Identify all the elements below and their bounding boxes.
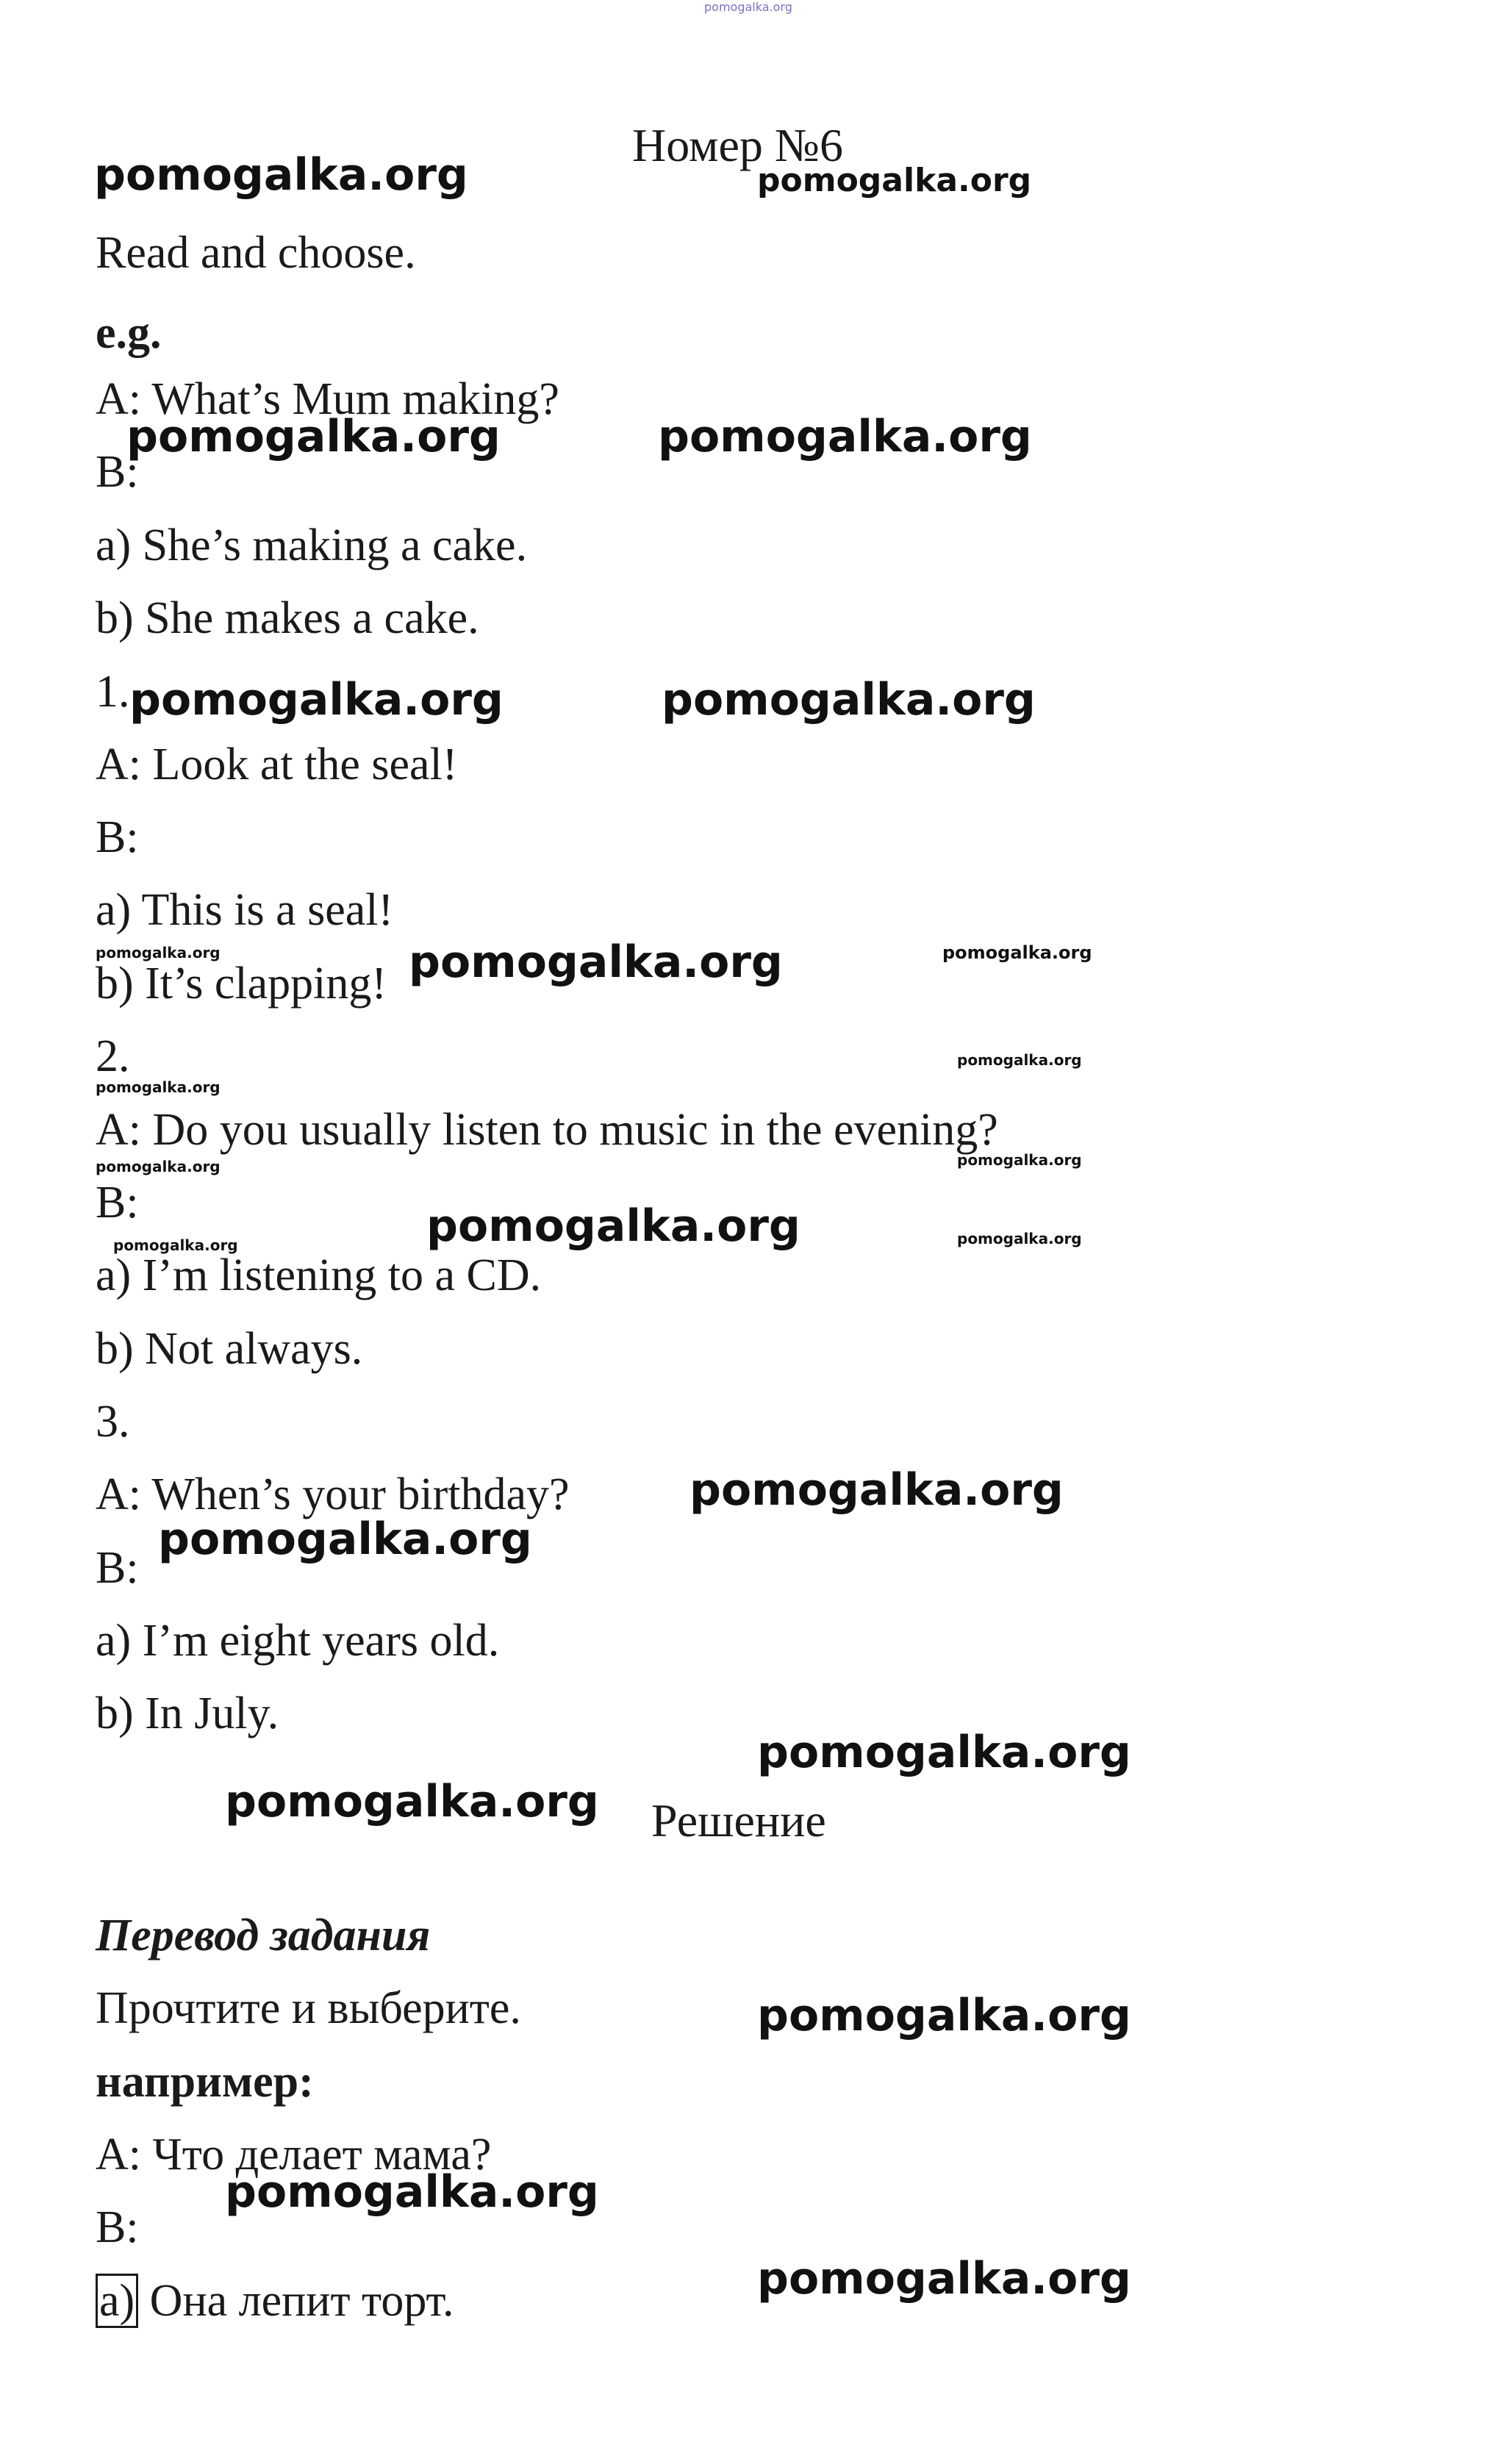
translation-instruction: Прочтите и выберите. xyxy=(96,1983,521,2033)
watermark: pomogalka.org xyxy=(757,1990,1131,2041)
translation-answer-prompt: В: xyxy=(96,2202,139,2252)
item-answer-prompt: B: xyxy=(96,1543,139,1593)
item-option-a: a) I’m listening to a CD. xyxy=(96,1250,542,1300)
answer-marker-box: а) xyxy=(96,2274,138,2328)
watermark: pomogalka.org xyxy=(942,942,1092,963)
answer-text: Она лепит торт. xyxy=(138,2276,454,2326)
example-answer-prompt: B: xyxy=(96,447,139,497)
example-option-b: b) She makes a cake. xyxy=(96,593,479,643)
watermark-top: pomogalka.org xyxy=(704,0,792,14)
translation-question: А: Что делает мама? xyxy=(96,2130,492,2180)
translation-example-label: например: xyxy=(96,2057,314,2107)
watermark: pomogalka.org xyxy=(757,1727,1131,1778)
item-option-b: b) Not always. xyxy=(96,1324,363,1374)
solution-heading: Решение xyxy=(651,1794,826,1847)
item-question: A: Do you usually listen to music in the evening? xyxy=(96,1105,998,1155)
watermark: pomogalka.org xyxy=(158,1514,532,1565)
watermark: pomogalka.org xyxy=(957,1151,1082,1169)
translation-answer xyxy=(96,2278,454,2324)
watermark: pomogalka.org xyxy=(409,936,783,988)
item-answer-prompt: B: xyxy=(96,1178,139,1228)
task-instruction: Read and choose. xyxy=(96,228,416,278)
watermark: pomogalka.org xyxy=(113,1236,238,1254)
watermark: pomogalka.org xyxy=(426,1200,800,1252)
item-option-a: a) This is a seal! xyxy=(96,885,394,935)
page-title: Номер №6 xyxy=(632,119,843,171)
watermark: pomogalka.org xyxy=(757,162,1032,199)
item-number: 2. xyxy=(96,1031,130,1081)
watermark: pomogalka.org xyxy=(126,411,501,462)
item-answer-prompt: B: xyxy=(96,812,139,862)
item-option-b: b) In July. xyxy=(96,1688,279,1738)
watermark: pomogalka.org xyxy=(957,1230,1082,1247)
item-question: A: When’s your birthday? xyxy=(96,1469,570,1519)
watermark: pomogalka.org xyxy=(96,1158,221,1175)
item-question: A: Look at the seal! xyxy=(96,739,458,789)
example-label: e.g. xyxy=(96,308,162,358)
watermark: pomogalka.org xyxy=(225,1776,599,1827)
watermark: pomogalka.org xyxy=(225,2166,599,2218)
watermark: pomogalka.org xyxy=(94,149,468,201)
watermark: pomogalka.org xyxy=(662,674,1036,726)
item-number: 3. xyxy=(96,1397,130,1447)
watermark: pomogalka.org xyxy=(129,674,504,726)
item-option-a: a) I’m eight years old. xyxy=(96,1616,500,1666)
watermark: pomogalka.org xyxy=(757,2253,1131,2304)
watermark: pomogalka.org xyxy=(658,411,1032,462)
item-number: 1. xyxy=(96,667,130,717)
example-option-a: a) She’s making a cake. xyxy=(96,520,528,570)
example-question: A: What’s Mum making? xyxy=(96,374,559,424)
watermark: pomogalka.org xyxy=(689,1464,1064,1516)
watermark: pomogalka.org xyxy=(96,944,221,961)
watermark: pomogalka.org xyxy=(957,1051,1082,1069)
watermark: pomogalka.org xyxy=(96,1078,221,1096)
item-option-b: b) It’s clapping! xyxy=(96,959,387,1009)
translation-heading: Перевод задания xyxy=(96,1910,431,1960)
